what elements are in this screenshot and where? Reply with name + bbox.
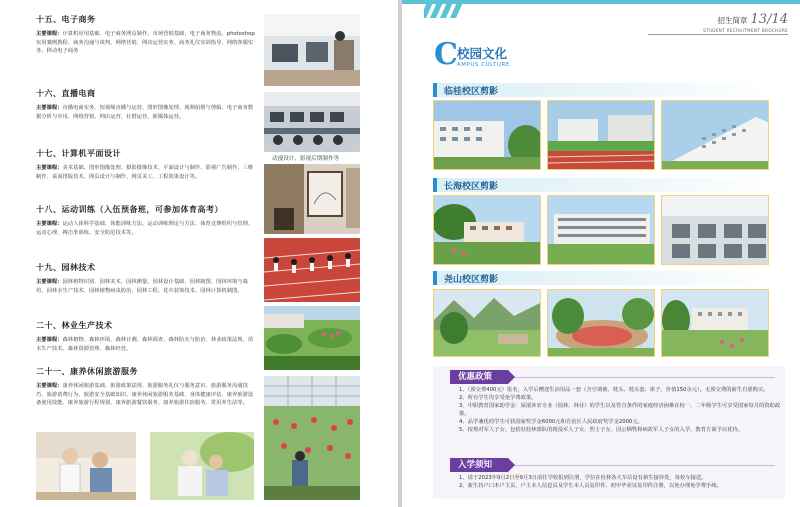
- photo-caption: 动漫设计、影视后期制作等: [272, 156, 340, 162]
- section-body: 主要课程：计算机应用基础、电子商务网页制作、市场营销基础、电子商务物流、photoshop实用案例教程、商务沟通与谈判、网络营销、网店运营实务、商务礼仪实训指导、网络客服实务、移动电子商务: [36, 31, 255, 55]
- header-stripe-decoration: [424, 0, 474, 26]
- flower-greenhouse-photo: [264, 376, 360, 500]
- campus-culture-english: AMPUS CULTURE: [457, 62, 510, 68]
- admission-title-line: [515, 465, 775, 466]
- running-track-photo: [264, 238, 360, 302]
- art-studio-photo: [264, 164, 360, 234]
- lingui-campus-photo-3: [661, 100, 769, 170]
- policy-item: 4、品学兼优的学生可获国家奖学金6000元和自治区人民政府奖学金2000元。: [459, 418, 643, 425]
- campus-heading-lingui: 临桂校区剪影: [433, 83, 773, 97]
- yaoshan-campus-photo-1: [433, 289, 541, 357]
- section-title: 十七、计算机平面设计: [36, 149, 121, 158]
- admission-list: [459, 475, 789, 491]
- section-title: 十五、电子商务: [36, 15, 96, 24]
- course-section-live-commerce: [36, 88, 258, 121]
- policy-item: 1、（预交费400元）报名，入学后赠送生活用品一套（含空调被、枕头、枕头套、席子，价值150余元）。无预交费的新生自愿购买。: [459, 387, 769, 393]
- section-title: 十九、园林技术: [36, 263, 96, 272]
- section-body: 主要课程：美术基础、图形图像处理、摄影摄像技术、平面设计与制作、影视广告制作、三维制作、桌面排版技术、网页设计与制作、网页美工、工程效果设计等。: [36, 165, 254, 180]
- section-title: 二十一、康养休闲旅游服务: [36, 367, 138, 376]
- lingui-campus-photo-2: [547, 100, 655, 170]
- campus-heading-yaoshan: 尧山校区剪影: [433, 271, 773, 285]
- campus-culture-title: 校园文化: [457, 46, 508, 61]
- policy-item: 5、按规对军人子女、包括驻桂林部队的现役军人子女、烈士子女、因公牺牲和病故军人子女的入学、教育方面予以优待。: [459, 426, 744, 433]
- lingui-campus-photo-1: [433, 100, 541, 170]
- section-body: 主要课程：园林植物识别、园林美术、园林测量、园林设计基础、园林制图、园林环境与栽培、园林水生产技术、园林植物病虫防治、园林工程、花卉装饰技术、园林计算机制图。: [36, 279, 248, 294]
- changhai-campus-photo-2: [547, 195, 655, 265]
- brochure-subtitle: STUDENT RECRUITMENT BROCHURE: [703, 28, 788, 33]
- garden-plants-photo: [264, 306, 360, 370]
- admission-title: 入学须知: [450, 458, 508, 472]
- course-section-sports-training: [36, 204, 258, 237]
- policy-item: 3、中职教育国家助学金：屋滚涉农专业（园林、林业）的学生以及符合条件的家庭经济困难在校一、二年级学生可享受国家每月的资助政策。: [459, 403, 781, 417]
- section-body: 主要课程：森林植物、森林环境、森林计测、森林调查、森林防火与防治、林业政策法规、苗木生产技术、森林资源管理、森林经营。: [36, 337, 254, 352]
- course-section-landscape: [36, 262, 258, 295]
- policy-item: 2、所有学生均享受免学费政策。: [459, 395, 537, 401]
- course-section-forestry: [36, 320, 258, 353]
- policy-title: 优惠政策: [450, 370, 508, 384]
- course-section-graphic-design: [36, 148, 258, 181]
- policy-title-line: [515, 377, 775, 378]
- policy-panel: [433, 366, 785, 499]
- section-title: 十六、直播电商: [36, 89, 96, 98]
- caregiver-elderly-photo: [36, 432, 136, 500]
- campus-culture-logo-letter: C: [434, 37, 458, 72]
- computer-lab-photo: [264, 92, 360, 152]
- brochure-title: 招生简章 13/14: [717, 12, 788, 27]
- section-body: 主要课程：运动人体科学基础、体能训练方法、运动训练理论与方法、体育竞赛组织与管理、运动心理、搏击拳训练、安全防范技术等。: [36, 221, 254, 236]
- section-title: 十八、运动训练（入伍预备班，可参加体育高考）: [36, 205, 223, 214]
- changhai-campus-photo-3: [661, 195, 769, 265]
- elderly-outdoor-photo: [150, 432, 254, 500]
- section-title: 二十、林业生产技术: [36, 321, 113, 330]
- left-page: [0, 0, 398, 507]
- changhai-campus-photo-1: [433, 195, 541, 265]
- section-body: 主要课程：直播电商实务、短视频直播与运营、图形图像处理、视频拍摄与剪辑、电子商务数据分析与应用、网络营销、网店运营、社群运营、新媒体运营。: [36, 105, 254, 120]
- yaoshan-campus-photo-2: [547, 289, 655, 357]
- section-body: 主要课程：康养休闲旅游基础、旅游政策法规、旅游服务礼仪与服务意识、旅游服务沟通技巧、旅游消费行为、旅游安全基础知识、康养休闲旅游服务基础、身体健康评估、康养旅游设备使用技能、康养旅游行程规划、康养旅游餐饮服务、康养旅游住宿服务、常用养生法等。: [36, 383, 254, 407]
- header-divider: [648, 34, 788, 35]
- course-section-wellness-tourism: [36, 366, 258, 408]
- campus-heading-changhai: 长海校区剪影: [433, 178, 773, 192]
- course-section-ecommerce: [36, 14, 258, 56]
- ecommerce-classroom-photo: [264, 14, 360, 86]
- policy-list: [459, 387, 789, 435]
- admission-item: 2、新生持户口本户主页、户主本人信息页及学生本人页复印件、初中毕业证复印件注册，以免办理免学费手续。: [459, 483, 722, 489]
- right-page: [402, 0, 800, 507]
- admission-item: 1、请于2023年9月2日至9月3日前往学校报到注册，学位在桂林各大车站设有新生接待处，每校车接送。: [459, 475, 707, 481]
- yaoshan-campus-photo-3: [661, 289, 769, 357]
